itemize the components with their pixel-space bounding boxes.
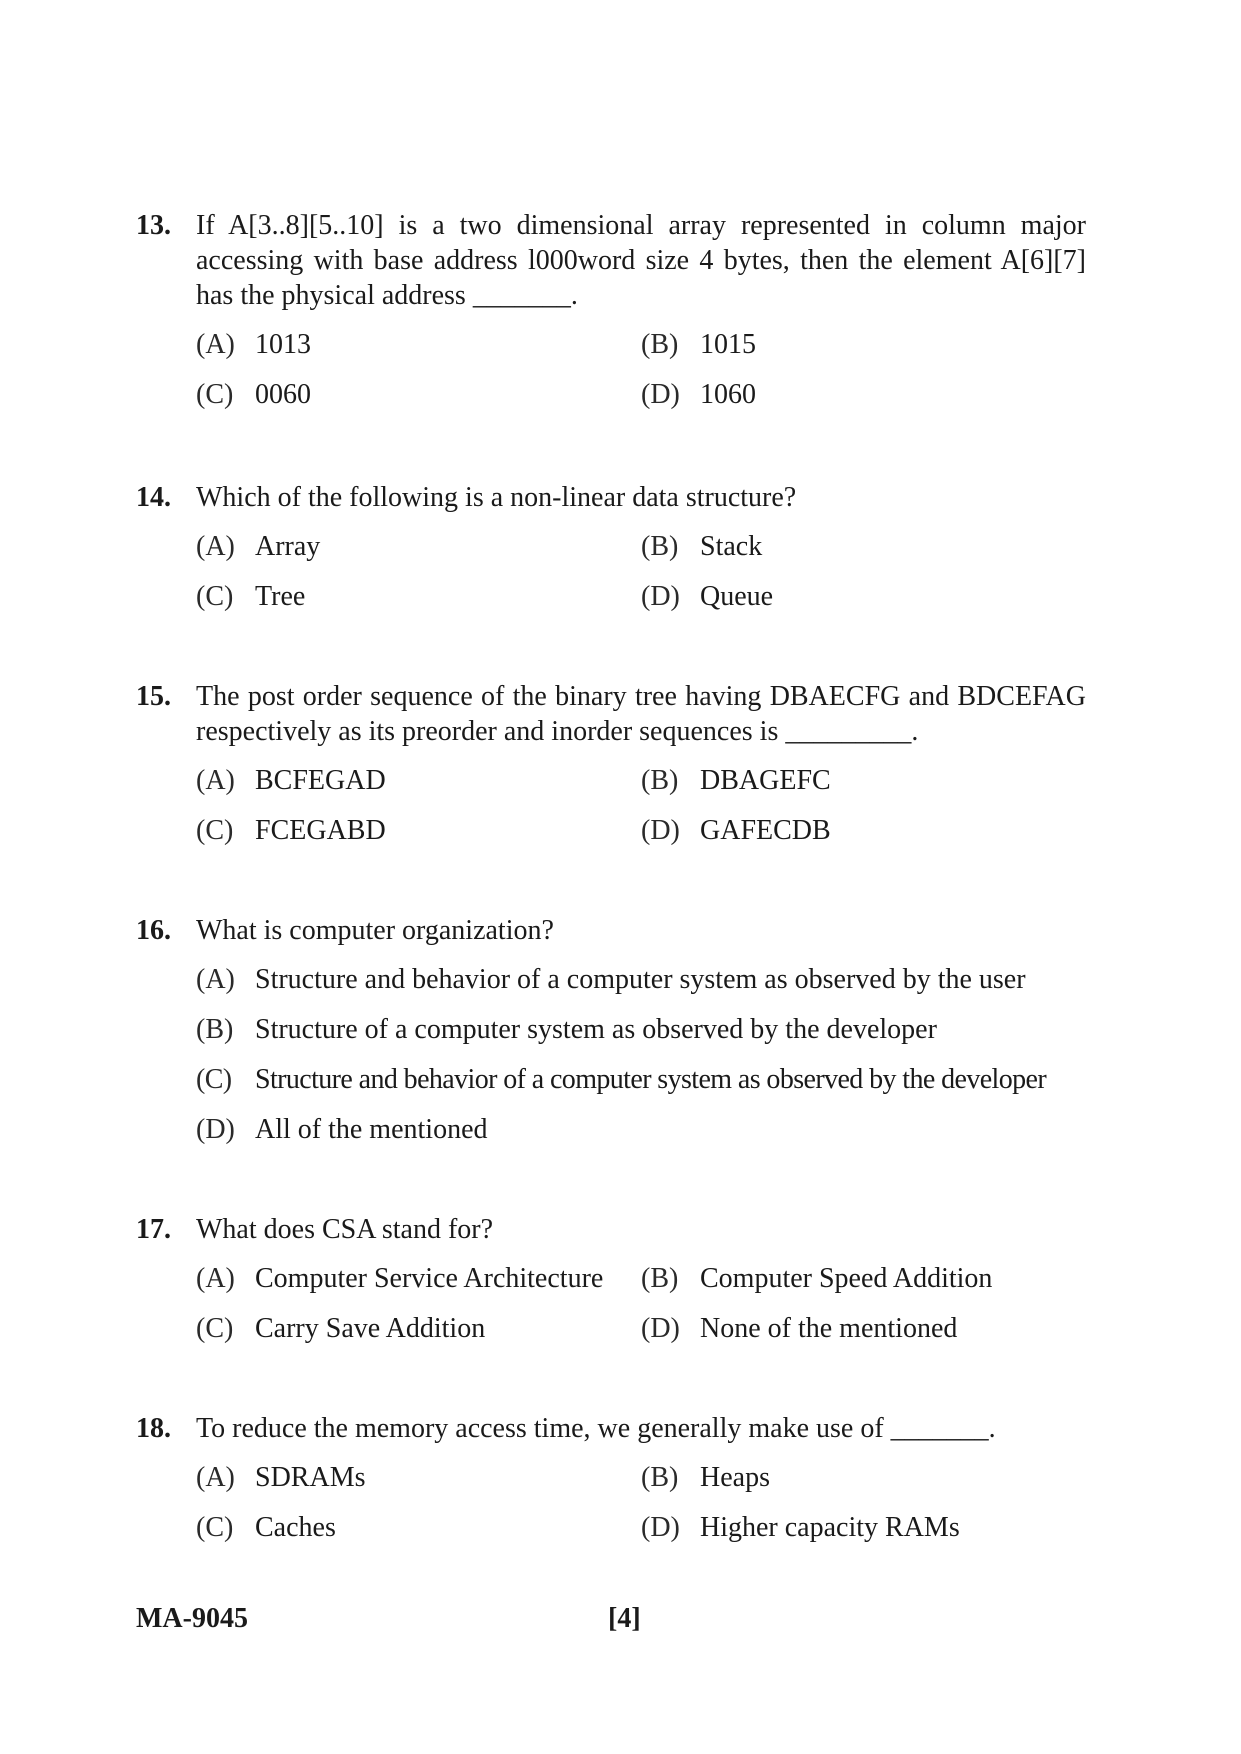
option-label: (D) [641,379,680,410]
question-text: The post order sequence of the binary tree having DBAECFG and BDCEFAG respectively as its preorder and inorder sequences is _________. [196,681,1086,747]
option-text: Computer Speed Addition [700,1263,993,1294]
page-number: [4] [608,1603,641,1634]
option-text: Structure and behavior of a computer system as observed by the user [255,964,1026,995]
question-number: 18. [136,1413,171,1444]
options [196,763,1086,863]
option-label: (D) [196,1114,235,1145]
option-label: (B) [641,1462,679,1493]
option-text: GAFECDB [700,815,831,846]
option-text: 1060 [700,379,756,410]
option-label: (A) [196,1462,235,1493]
option-label: (C) [196,1512,234,1543]
option-text: 0060 [255,379,311,410]
option-b [641,1261,1086,1311]
question-number: 14. [136,482,171,513]
question-number: 16. [136,915,171,946]
option-label: (B) [641,765,679,796]
option-text: Tree [255,581,306,612]
options [196,529,1086,629]
options [196,1261,1086,1361]
paper-code: MA-9045 [136,1603,248,1634]
option-text: FCEGABD [255,815,386,846]
question-text: If A[3..8][5..10] is a two dimensional array represented in column major accessing with base address l000word size 4 bytes, then the element A[6][7] has the physical address _______. [196,210,1086,311]
option-a [196,1460,641,1510]
option-text: Queue [700,581,774,612]
options [196,962,1086,1162]
option-c [196,377,641,427]
option-a [196,327,641,377]
option-text: Structure of a computer system as observed by the developer [255,1014,937,1045]
option-c [196,579,641,629]
option-a [196,529,641,579]
option-label: (A) [196,1263,235,1294]
option-label: (D) [641,1313,680,1344]
question-18 [136,1411,1086,1560]
option-d [641,1510,1086,1560]
question-number: 15. [136,681,171,712]
option-text: BCFEGAD [255,765,386,796]
option-label: (B) [641,1263,679,1294]
option-text: 1015 [700,329,756,360]
option-label: (C) [196,815,234,846]
option-c [196,813,641,863]
question-number: 17. [136,1214,171,1245]
option-label: (C) [196,581,234,612]
option-text: DBAGEFC [700,765,831,796]
question-text: What is computer organization? [196,915,554,946]
option-text: None of the mentioned [700,1313,958,1344]
question-text: To reduce the memory access time, we generally make use of _______. [196,1413,996,1444]
option-label: (D) [641,815,680,846]
option-text: Caches [255,1512,336,1543]
option-d [641,377,1086,427]
option-text: Higher capacity RAMs [700,1512,960,1543]
option-label: (B) [641,329,679,360]
option-c [196,1062,1086,1112]
question-16 [136,913,1086,1162]
option-text: Stack [700,531,763,562]
option-label: (C) [196,1313,234,1344]
option-label: (B) [196,1014,234,1045]
option-label: (C) [196,379,234,410]
question-number: 13. [136,210,171,241]
option-a [196,763,641,813]
option-a [196,962,1086,1012]
option-label: (D) [641,581,680,612]
option-label: (A) [196,329,235,360]
option-label: (A) [196,765,235,796]
options [196,327,1086,427]
question-14 [136,480,1086,629]
option-label: (B) [641,531,679,562]
option-text: All of the mentioned [255,1114,488,1145]
question-text: What does CSA stand for? [196,1214,494,1245]
option-text: Heaps [700,1462,770,1493]
options [196,1460,1086,1560]
option-b [641,327,1086,377]
option-text: 1013 [255,329,311,360]
option-text: Carry Save Addition [255,1313,486,1344]
option-b [196,1012,1086,1062]
option-text: Structure and behavior of a computer system as observed by the developer [255,1064,1047,1095]
option-label: (D) [641,1512,680,1543]
option-b [641,1460,1086,1510]
option-d [641,813,1086,863]
question-text: Which of the following is a non-linear data structure? [196,482,797,513]
option-label: (A) [196,964,235,995]
option-c [196,1510,641,1560]
option-b [641,529,1086,579]
option-text: Computer Service Architecture [255,1263,604,1294]
option-c [196,1311,641,1361]
option-d [641,1311,1086,1361]
option-label: (C) [196,1064,232,1095]
option-a [196,1261,641,1311]
option-text: Array [255,531,321,562]
option-b [641,763,1086,813]
question-15 [136,679,1086,863]
option-label: (A) [196,531,235,562]
option-d [196,1112,1086,1162]
option-text: SDRAMs [255,1462,366,1493]
question-13 [136,208,1086,427]
option-d [641,579,1086,629]
question-17 [136,1212,1086,1361]
